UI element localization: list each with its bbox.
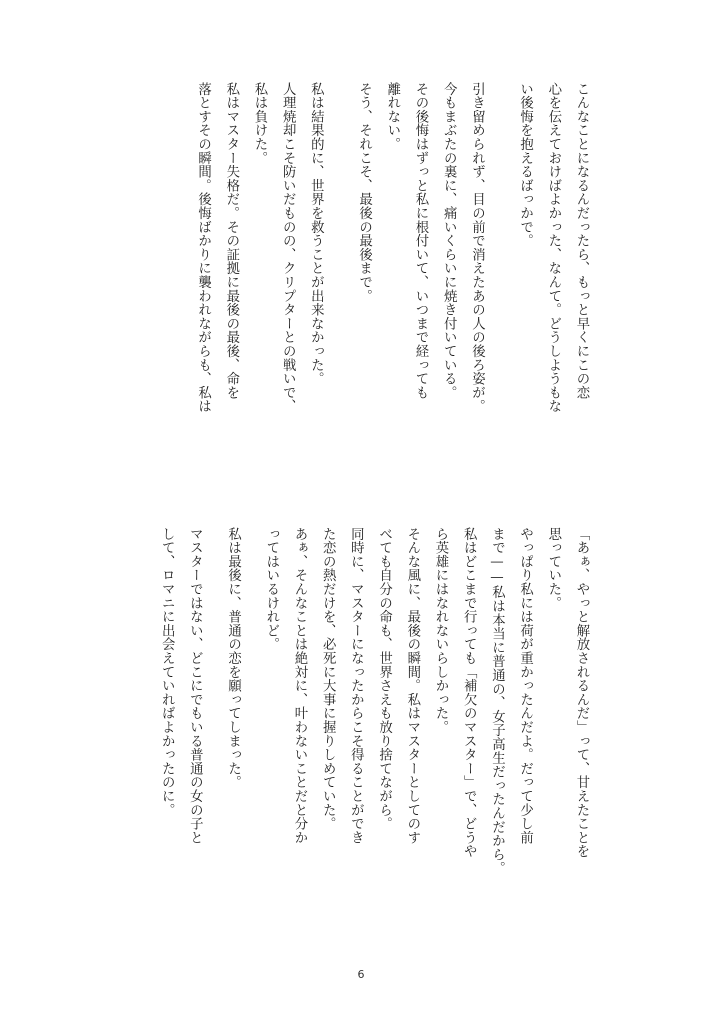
lower-text-block xyxy=(152,527,595,947)
text-line: ってはいるけれど。 xyxy=(263,527,279,652)
text-line: い後悔を抱えるばっかで。 xyxy=(517,82,533,248)
text-line: 私は最後に、普通の恋を願ってしまった。 xyxy=(225,527,241,790)
text-line: 人理焼却こそ防いだものの、クリプターとの戦いで、 xyxy=(280,82,296,414)
text-line: 今もまぶたの裏に、痛いくらいに焼き付いている。 xyxy=(441,82,457,400)
text-line: 私は負けた。 xyxy=(251,82,267,165)
text-line: そんな風に、最後の瞬間。私はマスターとしてのす xyxy=(404,527,420,845)
blank-line xyxy=(500,82,510,502)
blank-line xyxy=(490,82,500,502)
text-line: して、ロマニに出会えていればよかったのに。 xyxy=(159,527,175,817)
blank-line xyxy=(208,527,218,947)
text-line: 落とすその瞬間。後悔ばかりに襲われながらも、私は xyxy=(195,82,211,414)
text-line: 引き留められず、目の前で消えたあの人の後ろ姿が。 xyxy=(469,82,485,414)
text-line: 思っていた。 xyxy=(545,527,561,610)
text-line: 心を伝えておけばよかった、なんて。どうしようもな xyxy=(545,82,561,414)
text-line: まで——私は本当に普通の、女子高生だったんだから。 xyxy=(489,527,505,876)
text-line: あぁ、そんなことは絶対に、叶わないことだと分か xyxy=(291,527,307,845)
blank-line xyxy=(339,82,349,502)
text-line: こんなことになるんだったら、もっと早くにこの恋 xyxy=(574,82,589,400)
text-line: そう、それこそ、最後の最後まで。 xyxy=(356,82,372,303)
text-line: マスターではない、どこにでもいる普通の女の子と xyxy=(187,527,203,845)
upper-text-block xyxy=(188,82,595,502)
page-number: 6 xyxy=(357,968,365,981)
text-line: やっぱり私には荷が重かったんだよ。だって少し前 xyxy=(517,527,533,845)
text-line: 同時に、マスターになったからこそ得ることができ xyxy=(348,527,364,845)
text-line: 私はどこまで行っても「補欠のマスター」で、どうや xyxy=(461,527,477,859)
blank-line xyxy=(247,527,257,947)
text-line: 離れない。 xyxy=(384,82,400,151)
text-line: その後悔はずっと私に根付いて、いつまで経っても xyxy=(412,82,428,400)
text-line: ら英雄にはなれないらしかった。 xyxy=(432,527,448,734)
text-line: 私はマスター失格だ。その証拠に最後の最後、命を xyxy=(223,82,239,400)
text-line: べても自分の命も、世界さえも放り捨てながら。 xyxy=(376,527,392,831)
text-line: 私は結果的に、世界を救うことが出来なかった。 xyxy=(308,82,324,386)
blank-line xyxy=(329,82,339,502)
text-line: 「あぁ、やっと解放されるんだ」って、甘えたことを xyxy=(574,527,589,859)
text-line: た恋の熱だけを、必死に大事に握りしめていた。 xyxy=(320,527,336,831)
